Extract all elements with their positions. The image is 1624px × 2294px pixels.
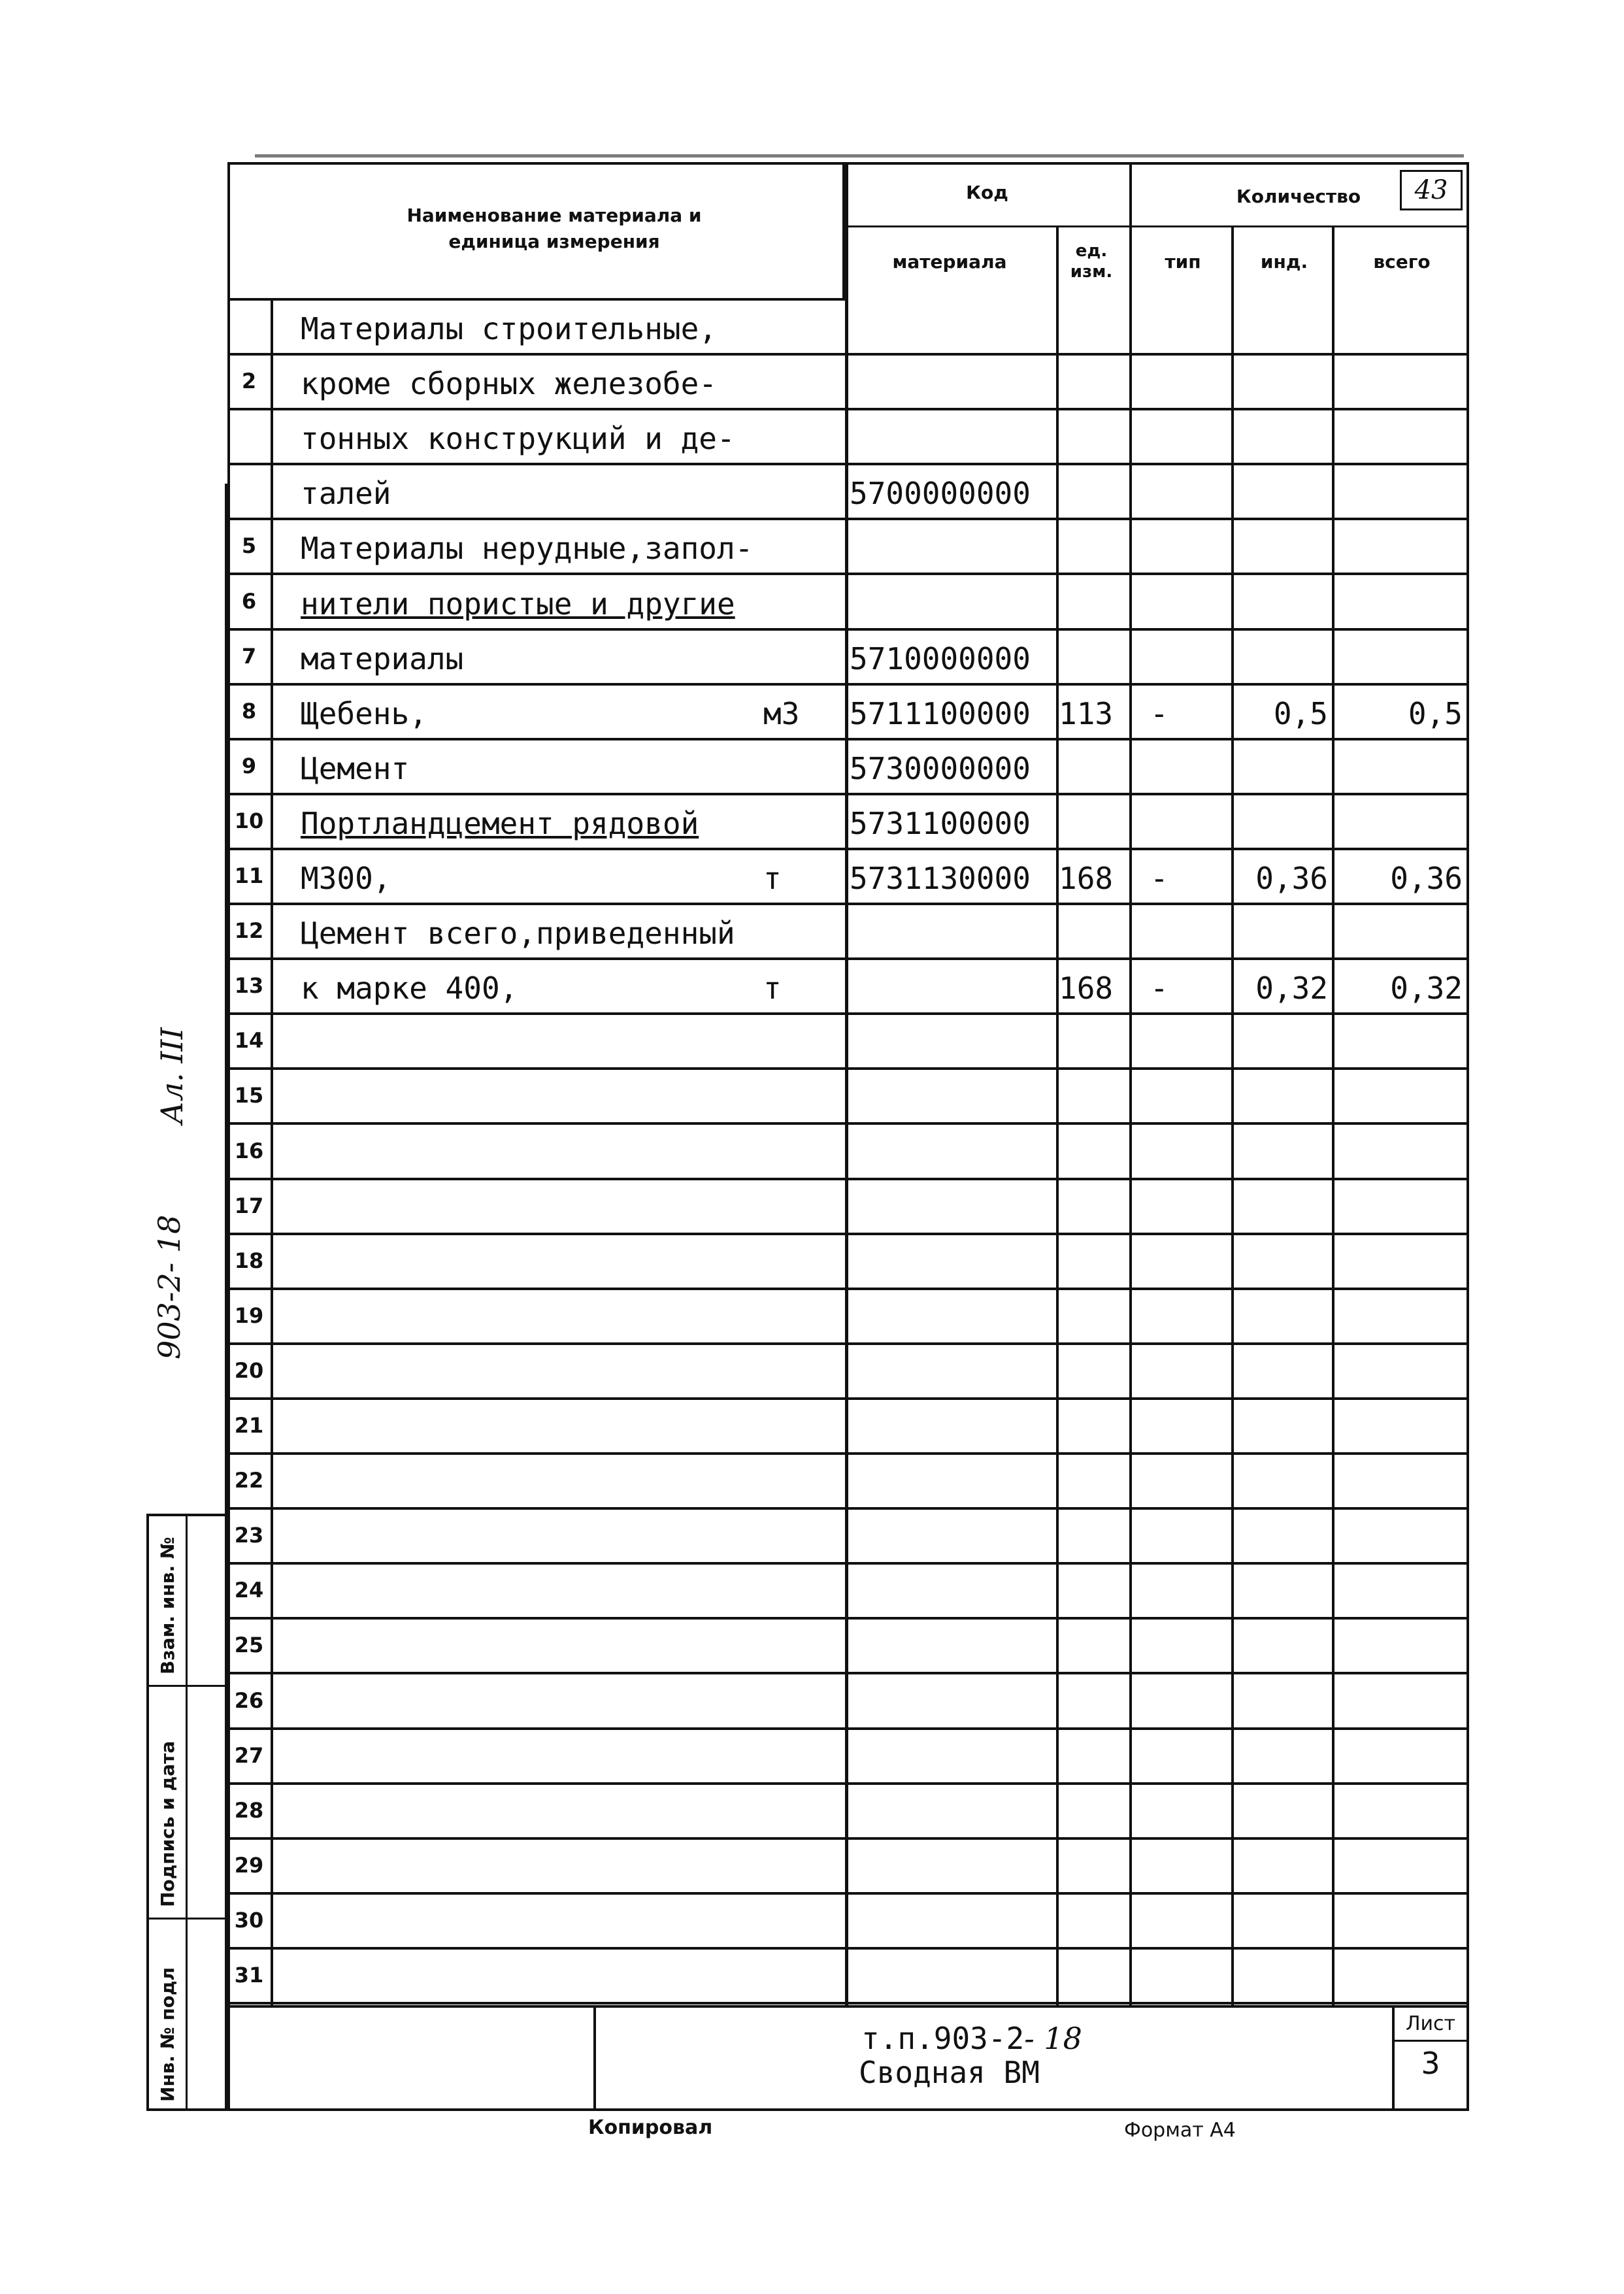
material-code: 5710000000: [850, 641, 1031, 676]
row-number: 27: [234, 1743, 264, 1768]
material-name: Цемент: [301, 751, 410, 786]
table-row: [227, 1400, 1469, 1455]
header-qty-label: Количество: [1236, 186, 1361, 207]
row-number: 12: [234, 918, 264, 943]
table-row: [227, 1730, 1469, 1785]
row-number: 23: [234, 1523, 264, 1548]
table-row: [227, 1455, 1469, 1510]
row-number: 8: [241, 699, 257, 723]
doc-title: Сводная ВМ: [859, 2055, 1040, 2090]
table-row: [227, 850, 1469, 905]
handwritten-album: Ал. III: [154, 1027, 190, 1124]
row-number: 7: [241, 644, 257, 669]
header-ind: инд.: [1260, 251, 1308, 273]
row-number: 25: [234, 1633, 264, 1657]
table-row: [227, 1950, 1469, 2004]
row-number: 5: [241, 533, 257, 558]
row-number: 20: [234, 1358, 264, 1383]
table-row: [227, 1180, 1469, 1235]
header-code-label: Код: [966, 182, 1008, 203]
row-number: 9: [241, 754, 257, 778]
table-row: [227, 1125, 1469, 1180]
table-row: [227, 1510, 1469, 1565]
sheet-number: 3: [1421, 2046, 1440, 2081]
row-number: 10: [234, 808, 264, 833]
material-name: талей: [301, 476, 391, 511]
unit-code: 168: [1059, 971, 1114, 1006]
qty-ind: 0,36: [1255, 861, 1328, 896]
row-number: 16: [234, 1139, 264, 1163]
table-row: [227, 1785, 1469, 1840]
table-row: [227, 960, 1469, 1015]
row-number: 15: [234, 1083, 264, 1108]
table-row: [227, 301, 1469, 356]
row-number: 21: [234, 1413, 264, 1438]
signature-date-label: Подпись и дата: [157, 1740, 178, 1907]
material-code: 5711100000: [850, 696, 1031, 731]
material-name: к марке 400,: [301, 971, 518, 1006]
header-material: материала: [892, 251, 1007, 273]
row-number: 31: [234, 1963, 264, 1987]
table-row: [227, 1675, 1469, 1730]
footer-copied: Копировал: [588, 2116, 713, 2139]
table-row: [227, 686, 1469, 740]
qty-ind: 0,32: [1255, 971, 1328, 1006]
table-row: [227, 1235, 1469, 1290]
row-number: 29: [234, 1853, 264, 1878]
table-row: [227, 1070, 1469, 1125]
doc-code: [861, 2021, 1082, 2056]
header-code-group: [845, 162, 1129, 227]
table-row: [227, 1840, 1469, 1895]
table-row: [227, 520, 1469, 575]
material-name: Цемент всего,приведенный: [301, 916, 735, 951]
table-row: [227, 905, 1469, 960]
unit-code: 113: [1059, 696, 1114, 731]
row-number: 17: [234, 1193, 264, 1218]
row-number: 13: [234, 973, 264, 998]
table-row: [227, 1345, 1469, 1400]
unit-symbol: т: [763, 861, 782, 896]
row-number: 11: [234, 863, 264, 888]
header-name-cell: [227, 162, 845, 301]
side-stamp-row-divider-1: [149, 1685, 225, 1687]
table-row: [227, 410, 1469, 465]
side-stamp-inner-line: [186, 1516, 188, 2108]
title-block-left: [593, 2008, 596, 2111]
row-number: 18: [234, 1248, 264, 1273]
material-name: Щебень,: [301, 696, 427, 731]
header-qty-group: [1129, 162, 1469, 227]
qty-tip: -: [1150, 971, 1168, 1006]
row-number: 6: [241, 589, 257, 614]
row-number: 22: [234, 1468, 264, 1493]
header-tip: тип: [1165, 251, 1201, 273]
material-code: 5700000000: [850, 476, 1031, 511]
unit-symbol: т: [763, 971, 782, 1006]
row-number: 28: [234, 1798, 264, 1823]
table-row: [227, 631, 1469, 686]
material-code: 5731100000: [850, 806, 1031, 841]
doc-code-suffix: - 18: [1024, 2021, 1082, 2056]
qty-ind: 0,5: [1273, 696, 1328, 731]
doc-code-prefix: т.п.903-2: [861, 2021, 1025, 2056]
page-mark: 43: [1400, 170, 1463, 210]
row-number: 24: [234, 1578, 264, 1603]
material-code: 5731130000: [850, 861, 1031, 896]
qty-tip: -: [1150, 861, 1168, 896]
top-scan-line: [255, 154, 1464, 158]
table-row: [227, 740, 1469, 795]
table-row: [227, 576, 1469, 631]
material-name: кроме сборных железобе-: [301, 366, 717, 401]
footer-format: Формат А4: [1124, 2119, 1236, 2142]
header-total: всего: [1373, 251, 1431, 273]
material-name: нители пористые и другие: [301, 586, 735, 622]
table-row: [227, 1290, 1469, 1345]
row-number: 19: [234, 1303, 264, 1328]
header-name-label: Наименование материала и единица измерения: [406, 205, 702, 252]
vzam-inv-label: Взам. инв. №: [157, 1537, 178, 1674]
row-number: 2: [241, 369, 257, 393]
table-row: [227, 465, 1469, 520]
material-code: 5730000000: [850, 751, 1031, 786]
table-row: [227, 1565, 1469, 1620]
table-row: [227, 356, 1469, 410]
row-number: 30: [234, 1908, 264, 1933]
sheet-label: Лист: [1405, 2012, 1456, 2035]
title-block: [227, 2005, 1469, 2111]
side-stamp-row-divider-2: [149, 1918, 225, 1920]
row-number: 14: [234, 1028, 264, 1053]
row-number: 26: [234, 1688, 264, 1713]
qty-total: 0,36: [1390, 861, 1463, 896]
sheet-label-cell: [1395, 2008, 1467, 2042]
table-row: [227, 1895, 1469, 1950]
side-stamp: [146, 1514, 227, 2111]
material-name: тонных конструкций и де-: [301, 421, 735, 456]
material-name: М300,: [301, 861, 391, 896]
material-name: материалы: [301, 641, 464, 676]
qty-total: 0,5: [1408, 696, 1463, 731]
table-row: [227, 1620, 1469, 1674]
qty-total: 0,32: [1390, 971, 1463, 1006]
table-row: [227, 1015, 1469, 1070]
material-name: Портландцемент рядовой: [301, 806, 699, 841]
header-unit: ед. изм.: [1070, 241, 1113, 282]
inv-podl-label: Инв. № подл: [157, 1967, 178, 2102]
qty-tip: -: [1150, 696, 1168, 731]
handwritten-code: 903-2- 18: [152, 1214, 187, 1359]
unit-symbol: м3: [763, 696, 800, 731]
material-name: Материалы строительные,: [301, 311, 717, 346]
material-name: Материалы нерудные,запол-: [301, 531, 754, 566]
table-row: [227, 795, 1469, 850]
unit-code: 168: [1059, 861, 1114, 896]
